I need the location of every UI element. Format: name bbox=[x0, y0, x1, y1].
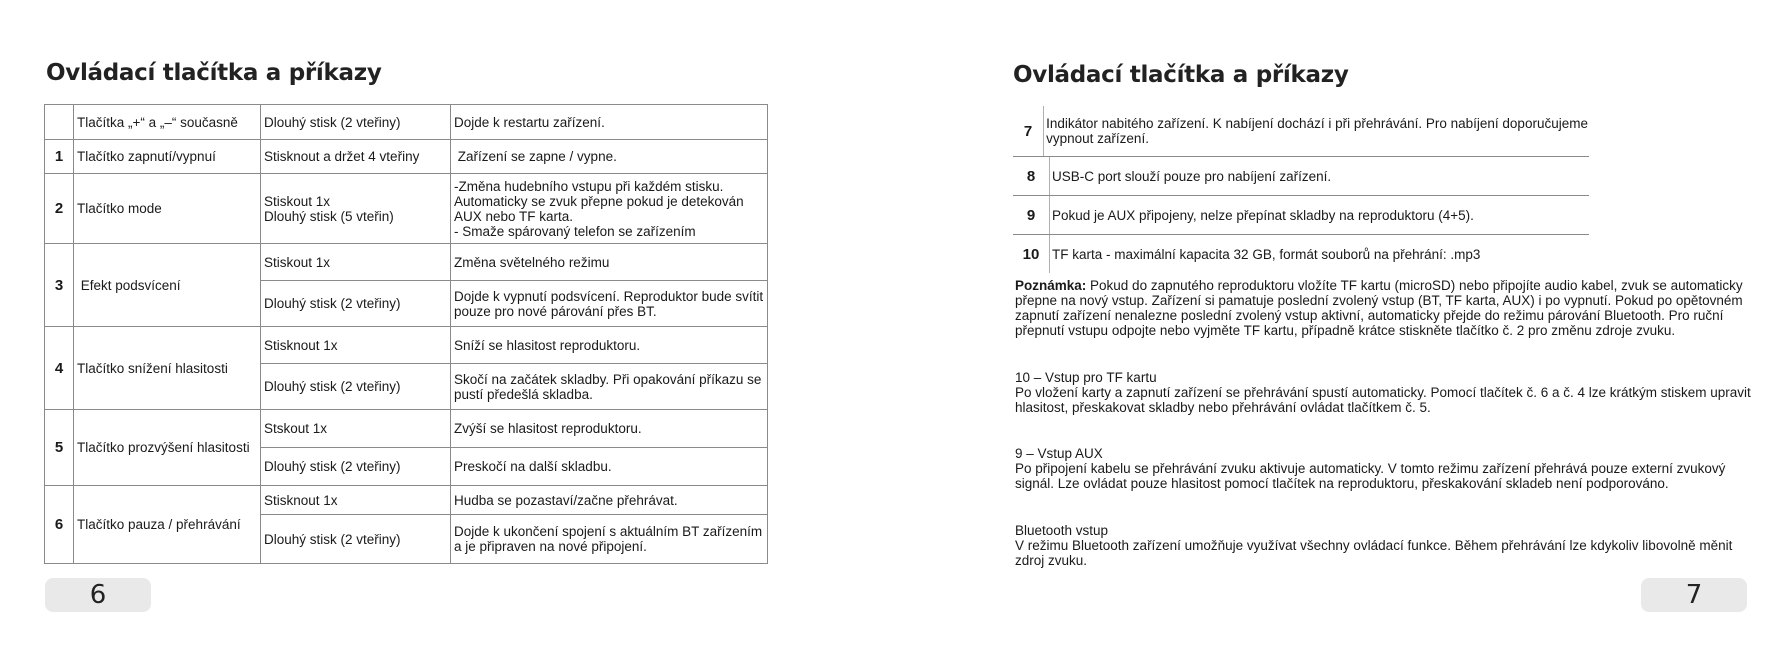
press-type: Stisknout 1x bbox=[261, 486, 451, 515]
result-text: Preskočí na další skladbu. bbox=[451, 448, 768, 486]
button-name: Tlačítko mode bbox=[74, 174, 261, 244]
press-type: Stiskout 1x bbox=[261, 244, 451, 281]
list-item bbox=[1013, 196, 1589, 235]
row-number: 1 bbox=[45, 140, 74, 174]
list-item bbox=[1013, 157, 1589, 196]
list-item bbox=[1013, 235, 1589, 273]
list-item bbox=[1013, 106, 1589, 157]
section-text: Po vložení karty a zapnutí zařízení se přehrávání spustí automaticky. Pomocí tlačítek č. 6 a č. 4 lze krátkým stiskem upravit hlasitost, přeskakovat skladby nebo přehrávání ovládat tlačítkem č. 5. bbox=[1015, 385, 1751, 415]
controls-table bbox=[44, 104, 768, 564]
item-text: Pokud je AUX připojeny, nelze přepínat skladby na reproduktoru (4+5). bbox=[1052, 207, 1474, 223]
item-text: Indikátor nabitého zařízení. K nabíjení dochází i při přehrávání. Pro nabíjení doporučujeme vypnout zařízení. bbox=[1046, 116, 1588, 146]
notes-section bbox=[1015, 278, 1765, 591]
item-number: 7 bbox=[1013, 106, 1044, 156]
press-type: Stskout 1x bbox=[261, 410, 451, 448]
row-number: 6 bbox=[45, 486, 74, 564]
result-text: Skočí na začátek skladby. Při opakování příkazu se pustí předešlá skladba. bbox=[451, 364, 768, 410]
note-paragraph bbox=[1015, 278, 1765, 338]
section-heading: 9 – Vstup AUX bbox=[1015, 446, 1103, 461]
row-number: 5 bbox=[45, 410, 74, 486]
row-number: 2 bbox=[45, 174, 74, 244]
press-type: Dlouhý stisk (2 vteřiny) bbox=[261, 515, 451, 564]
row-number: 3 bbox=[45, 244, 74, 327]
press-type: Dlouhý stisk (2 vteřiny) bbox=[261, 448, 451, 486]
button-name: Efekt podsvícení bbox=[74, 244, 261, 327]
item-number: 9 bbox=[1013, 196, 1050, 234]
note-label: Poznámka: bbox=[1015, 278, 1087, 293]
press-type: Dlouhý stisk (2 vteřiny) bbox=[261, 281, 451, 327]
note-text: Pokud do zapnutého reproduktoru vložíte TF kartu (microSD) nebo připojíte audio kabel, zvuk se automaticky přepne na nový vstup. Zařízení si pamatuje poslední zvolený vstup (BT, TF karta, AUX) i po vypnutí. Pokud po opětovném zapnutí zařízení nenalezne poslední zvolený vstup aktivní, automaticky přejde do režimu párování Bluetooth. Pro ruční přepnutí vstupu odpojte nebo vyjměte TF kartu, případně krátce stiskněte tlačítko č. 2 pro změnu zdroje zvuku. bbox=[1015, 278, 1743, 338]
press-type: Dlouhý stisk (2 vteřiny) bbox=[261, 364, 451, 410]
table-row bbox=[45, 105, 768, 140]
result-text: Hudba se pozastaví/začne přehrávat. bbox=[451, 486, 768, 515]
button-name: Tlačítko zapnutí/vypnuí bbox=[74, 140, 261, 174]
row-number: 4 bbox=[45, 327, 74, 410]
table-row bbox=[45, 244, 768, 281]
press-type: Stiskout 1x Dlouhý stisk (5 vteřin) bbox=[261, 174, 451, 244]
table-row bbox=[45, 327, 768, 364]
result-text: Dojde k ukončení spojení s aktuálním BT zařízením a je připraven na nové připojení. bbox=[451, 515, 768, 564]
table-row bbox=[45, 486, 768, 515]
section-bluetooth bbox=[1015, 523, 1765, 568]
result-text: -Změna hudebního vstupu při každém stisku. Automaticky se zvuk přepne pokud je detekován AUX nebo TF karta. - Smaže spárovaný telefon se zařízením bbox=[451, 174, 768, 244]
item-text: USB-C port slouží pouze pro nabíjení zařízení. bbox=[1052, 168, 1332, 184]
section-aux bbox=[1015, 446, 1765, 491]
section-heading: Bluetooth vstup bbox=[1015, 523, 1109, 538]
numbered-items bbox=[1013, 106, 1589, 273]
item-number: 10 bbox=[1013, 235, 1050, 273]
button-name: Tlačítko snížení hlasitosti bbox=[74, 327, 261, 410]
right-page bbox=[891, 0, 1783, 656]
item-text: TF karta - maximální kapacita 32 GB, formát souborů na přehrání: .mp3 bbox=[1052, 246, 1481, 262]
result-text: Změna světelného režimu bbox=[451, 244, 768, 281]
result-text: Dojde k restartu zařízení. bbox=[451, 105, 768, 140]
section-text: V režimu Bluetooth zařízení umožňuje využívat všechny ovládací funkce. Během přehrávání lze kdykoliv libovolně měnit zdroj zvuku. bbox=[1015, 538, 1733, 568]
table-row bbox=[45, 410, 768, 448]
section-heading: 10 – Vstup pro TF kartu bbox=[1015, 370, 1157, 385]
result-text: Zařízení se zapne / vypne. bbox=[451, 140, 768, 174]
button-name: Tlačítko prozvýšení hlasitosti bbox=[74, 410, 261, 486]
row-number bbox=[45, 105, 74, 140]
result-text: Sníží se hlasitost reproduktoru. bbox=[451, 327, 768, 364]
table-row bbox=[45, 140, 768, 174]
button-name: Tlačítko pauza / přehrávání bbox=[74, 486, 261, 564]
section-text: Po připojení kabelu se přehrávání zvuku aktivuje automaticky. V tomto režimu zařízení přehrává pouze externí zvukový signál. Lze ovládat pouze hlasitost pomocí tlačítek na reproduktoru, přeskakování skladeb není podporováno. bbox=[1015, 461, 1726, 491]
button-name: Tlačítka „+“ a „–“ současně bbox=[74, 105, 261, 140]
press-type: Stisknout 1x bbox=[261, 327, 451, 364]
page-title: Ovládací tlačítka a příkazy bbox=[46, 60, 382, 86]
table-row bbox=[45, 174, 768, 244]
page-number: 7 bbox=[1641, 578, 1747, 612]
press-type: Dlouhý stisk (2 vteřiny) bbox=[261, 105, 451, 140]
left-page bbox=[0, 0, 891, 656]
section-tf-card bbox=[1015, 370, 1765, 415]
result-text: Zvýší se hlasitost reproduktoru. bbox=[451, 410, 768, 448]
page-title: Ovládací tlačítka a příkazy bbox=[1013, 62, 1349, 88]
item-number: 8 bbox=[1013, 157, 1050, 195]
press-type: Stisknout a držet 4 vteřiny bbox=[261, 140, 451, 174]
result-text: Dojde k vypnutí podsvícení. Reproduktor bude svítit pouze pro nové párování přes BT. bbox=[451, 281, 768, 327]
page-number: 6 bbox=[45, 578, 151, 612]
